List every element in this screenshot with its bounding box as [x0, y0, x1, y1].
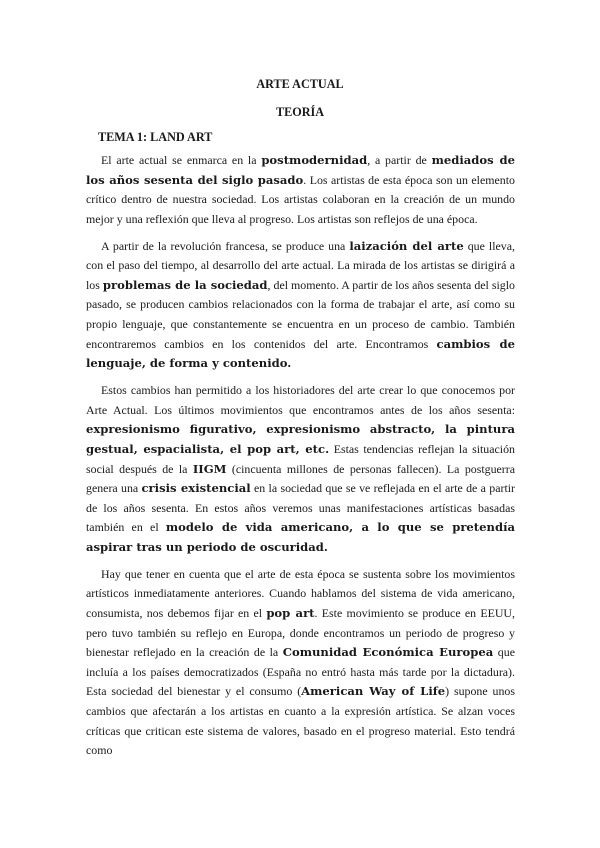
bold-text-run: problemas de la sociedad — [102, 277, 268, 292]
bold-text-run: expresionismo figurativo, expresionismo abstracto, la pintura gestual, espacialista, el pop art, etc. — [86, 422, 515, 456]
bold-text-run: IIGM — [192, 461, 227, 476]
paragraph — [86, 381, 515, 557]
bold-text-run: laización del arte — [349, 238, 464, 253]
text-run: El arte actual se enmarca en la — [101, 153, 262, 167]
bold-text-run: crisis existencial — [141, 481, 251, 496]
text-run: (cincuenta millones de personas fallecen). La postguerra genera una — [86, 461, 515, 496]
text-run: que lleva, con el paso del tiempo, al desarrollo del arte actual. La mirada de los artistas se dirigirá a los — [86, 238, 515, 292]
text-run: ) supone unos cambios que afectarán a los artistas en cuanto a la expresión artística. Se alzan voces críticas que critican este sistema de valores, basado en el progreso material. Esto tendrá como — [86, 684, 515, 758]
bold-text-run: cambios de lenguaje, de forma y contenido. — [86, 336, 515, 371]
text-run: , a partir de — [367, 153, 432, 167]
text-run: . Este movimiento se produce en EEUU, pero tuvo también su reflejo en Europa, donde encontramos un periodo de progreso y bienestar reflejado en la creación de la — [86, 605, 515, 660]
document-body — [86, 151, 515, 768]
paragraph — [86, 151, 515, 229]
bold-text-run: postmodernidad — [261, 153, 368, 167]
text-run: Estos cambios han permitido a los historiadores del arte crear lo que conocemos por Arte Actual. Los últimos movimientos que encontramos antes de los años sesenta: — [86, 383, 515, 417]
bold-text-run: Comunidad Económica Europea — [282, 645, 494, 660]
document-title: ARTE ACTUAL — [256, 77, 344, 91]
bold-text-run: modelo de vida americano, a lo que se pretendía aspirar tras un periodo de oscuridad. — [86, 520, 515, 554]
text-run: Estas tendencias reflejan la situación social después de la — [86, 441, 515, 476]
section-heading: TEMA 1: LAND ART — [98, 130, 213, 144]
text-run: , del momento. A partir de los años sesenta del siglo pasado, se producen cambios relacionados con la forma de trabajar el arte, así como su propio lenguaje, que constantemente se encuentra en un proceso de cambio. También encontraremos cambios en los contenidos del arte. Encontramos — [86, 277, 515, 351]
paragraph — [86, 565, 515, 761]
paragraph — [86, 237, 515, 374]
bold-text-run: pop art — [266, 605, 315, 620]
text-run: Hay que tener en cuenta que el arte de esta época se sustenta sobre los movimientos artísticos inmediatamente anteriores. Cuando hablamos del sistema de vida americano, consumista, nos debemos fijar en el — [86, 566, 515, 620]
text-run: A partir de la revolución francesa, se produce una — [101, 238, 350, 253]
bold-text-run: American Way of Life — [301, 684, 446, 699]
text-run: que incluía a los países democratizados (España no entró hasta más tarde por la dictadura). Esta sociedad del bienestar y el consumo ( — [86, 645, 515, 699]
text-run: . Los artistas de esta época son un elemento crítico dentro de nuestra sociedad. Los artistas colaboran en la creación de un mundo mejor y una reflexión que lleva al progreso. Los artistas son reflejos de una época. — [86, 172, 515, 226]
bold-text-run: mediados de los años sesenta del siglo pasado — [86, 153, 515, 187]
text-run: en la sociedad que se ve reflejada en el arte de a partir de los años sesenta. En estos años veremos unas manifestaciones artísticas basadas también en el — [86, 481, 516, 535]
document-subtitle: TEORÍA — [275, 105, 325, 119]
